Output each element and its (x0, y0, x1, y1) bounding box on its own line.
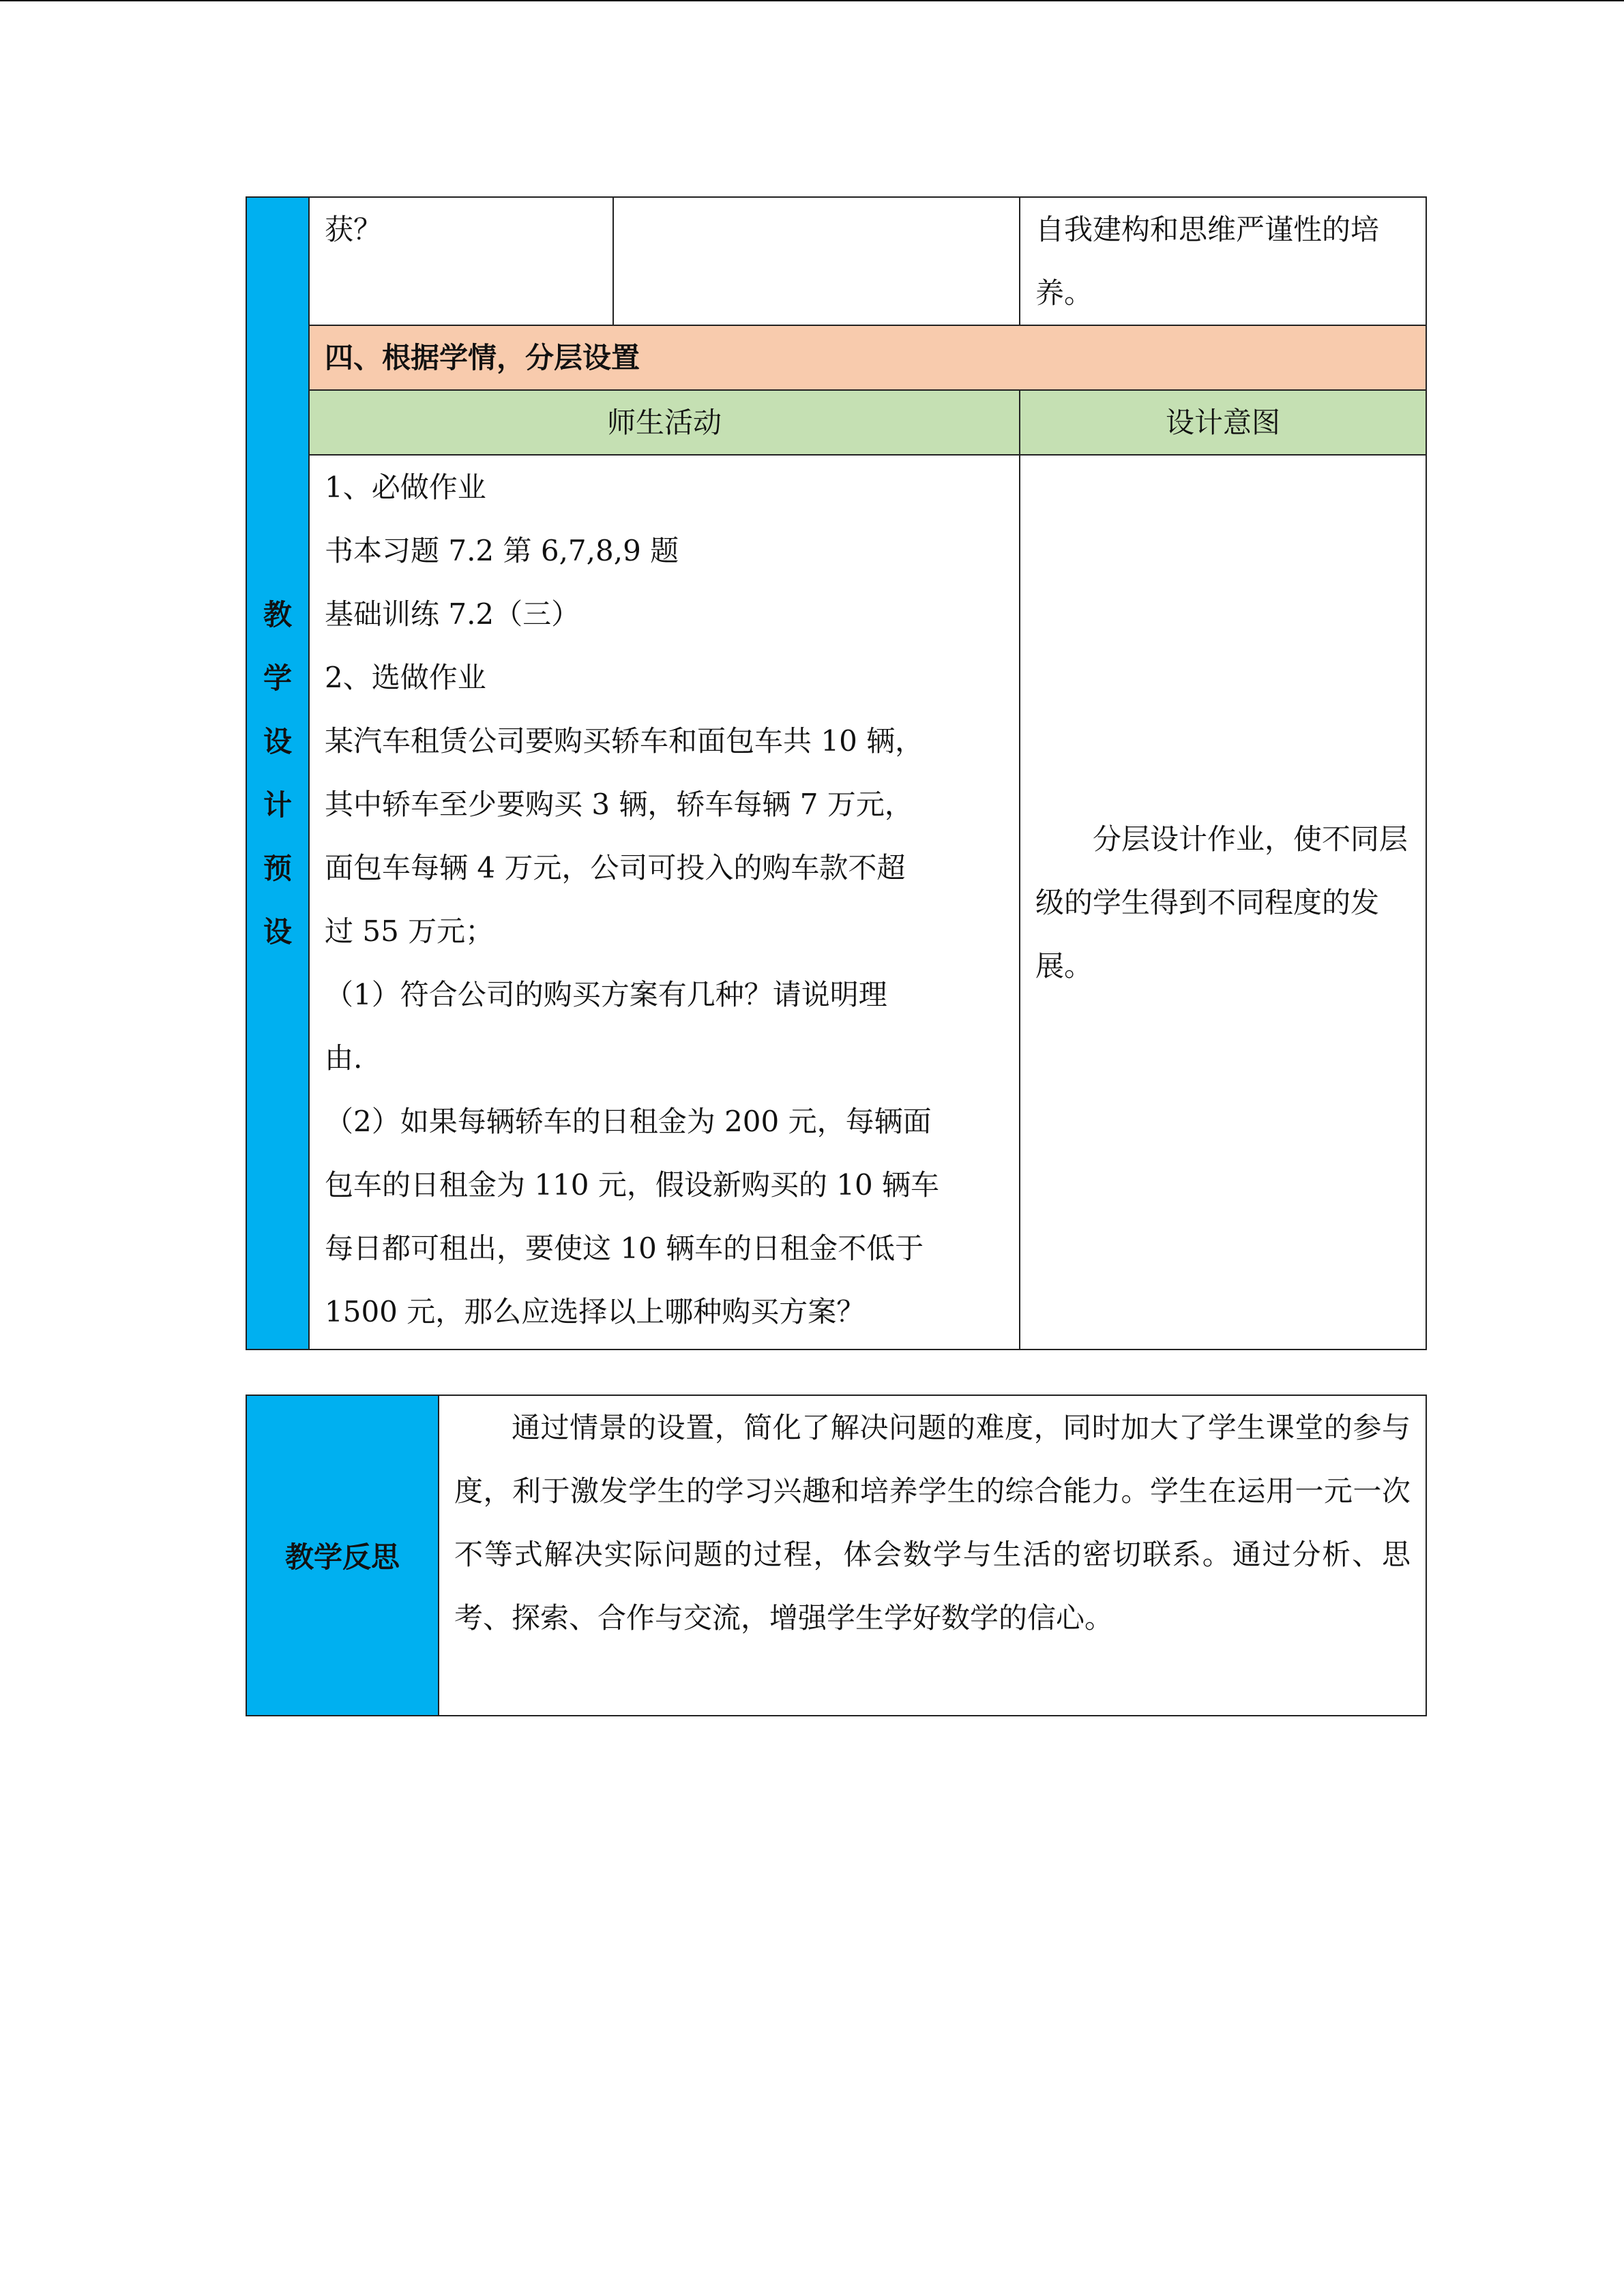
header-activity: 师生活动 (606, 406, 722, 439)
prev-row-col2 (613, 197, 1020, 325)
lesson-plan-table (246, 196, 1427, 1350)
prev-row-col3: 自我建构和思维严谨性的培养。 (1020, 197, 1426, 325)
homework-line: 某汽车租赁公司要购买轿车和面包车共 10 辆， (325, 724, 924, 758)
design-intent-cell (1020, 455, 1426, 1350)
homework-line: 过 55 万元； (325, 914, 494, 948)
homework-line: 其中轿车至少要购买 3 辆，轿车每辆 7 万元， (325, 788, 913, 821)
homework-line: （2）如果每辆轿车的日租金为 200 元，每辆面 (325, 1105, 932, 1138)
homework-line: （1）符合公司的购买方案有几种？请说明理 (325, 978, 887, 1011)
header-activity-cell (309, 390, 1020, 455)
header-intent-cell (1020, 390, 1426, 455)
homework-line: 由. (325, 1041, 363, 1075)
section-title-row (246, 325, 1426, 390)
homework-line: 1500 元，那么应选择以上哪种购买方案？ (325, 1295, 866, 1328)
homework-cell (309, 455, 1020, 1350)
homework-line: 2、选做作业 (325, 661, 486, 694)
header-intent: 设计意图 (1165, 406, 1280, 439)
homework-line: 书本习题 7.2 第 6,7,8,9 题 (325, 534, 679, 567)
homework-content (310, 456, 1019, 1343)
reflection-text-cell (439, 1395, 1426, 1716)
page-top-rule (0, 0, 1624, 1)
section-title: 四、根据学情，分层设置 (325, 341, 640, 374)
reflection-table (246, 1395, 1427, 1716)
sidebar-label (246, 197, 309, 1350)
reflection-text: 通过情景的设置，简化了解决问题的难度，同时加大了学生课堂的参与度，利于激发学生的学习兴趣和培养学生的综合能力。学生在运用一元一次不等式解决实际问题的过程，体会数学与生活的密切联系。通过分析、思考、探索、合作与交流，增强学生学好数学的信心。 (454, 1411, 1411, 1635)
column-header-row (246, 390, 1426, 455)
section-title-cell (309, 325, 1426, 390)
reflection-label: 教学反思 (284, 1540, 400, 1574)
homework-line: 每日都可租出，要使这 10 辆车的日租金不低于 (325, 1232, 924, 1265)
homework-line: 1、必做作业 (325, 471, 486, 504)
homework-line: 基础训练 7.2（三） (325, 597, 580, 631)
design-intent: 分层设计作业，使不同层级的学生得到不同程度的发展。 (1035, 822, 1408, 983)
prev-row (246, 197, 1426, 325)
homework-line: 包车的日租金为 110 元，假设新购买的 10 辆车 (325, 1168, 940, 1202)
homework-row (246, 455, 1426, 1350)
sidebar-label-chars: 教 学 设 计 预 设 (263, 598, 292, 949)
reflection-label-cell (246, 1395, 439, 1716)
homework-line: 面包车每辆 4 万元，公司可投入的购车款不超 (325, 851, 906, 884)
prev-row-col1: 获？ (309, 197, 613, 325)
